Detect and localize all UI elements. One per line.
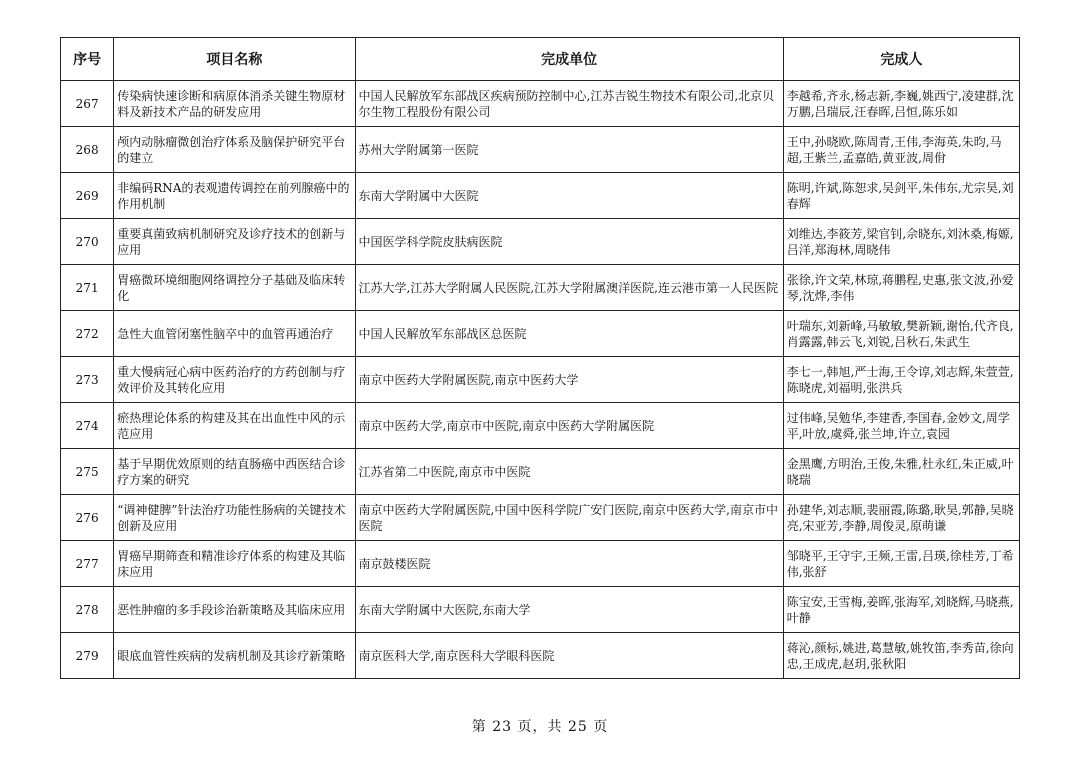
completing-people: 李七一,韩旭,严士海,王令谆,刘志辉,朱萱萱,陈晓虎,刘福明,张洪兵 [783, 357, 1019, 403]
row-number: 276 [61, 495, 114, 541]
header-completing-unit: 完成单位 [355, 38, 783, 81]
header-completing-people: 完成人 [783, 38, 1019, 81]
project-name: 重要真菌致病机制研究及诊疗技术的创新与应用 [114, 219, 355, 265]
row-number: 272 [61, 311, 114, 357]
completing-people: 王中,孙晓欧,陈周青,王伟,李海英,朱昀,马超,王紫兰,孟嘉皓,黄亚波,周佾 [783, 127, 1019, 173]
table-body [61, 81, 1020, 679]
table-row [61, 633, 1020, 679]
completing-unit: 东南大学附属中大医院,东南大学 [355, 587, 783, 633]
header-number: 序号 [61, 38, 114, 81]
row-number: 268 [61, 127, 114, 173]
row-number: 267 [61, 81, 114, 127]
completing-unit: 南京中医药大学附属医院,中国中医科学院广安门医院,南京中医药大学,南京市中医院 [355, 495, 783, 541]
completing-people: 陈明,许斌,陈恕求,吴剑平,朱伟东,尤宗昊,刘春辉 [783, 173, 1019, 219]
completing-people: 叶瑞东,刘新峰,马敏敏,樊新颖,谢怡,代齐良,肖露露,韩云飞,刘锐,吕秋石,朱武生 [783, 311, 1019, 357]
table-row [61, 265, 1020, 311]
table-row [61, 495, 1020, 541]
row-number: 273 [61, 357, 114, 403]
row-number: 274 [61, 403, 114, 449]
table-header-row [61, 38, 1020, 81]
row-number: 277 [61, 541, 114, 587]
project-name: 眼底血管性疾病的发病机制及其诊疗新策略 [114, 633, 355, 679]
row-number: 278 [61, 587, 114, 633]
table-row [61, 81, 1020, 127]
header-project-name: 项目名称 [114, 38, 355, 81]
completing-unit: 苏州大学附属第一医院 [355, 127, 783, 173]
project-name: 急性大血管闭塞性脑卒中的血管再通治疗 [114, 311, 355, 357]
row-number: 270 [61, 219, 114, 265]
completing-unit: 南京中医药大学,南京市中医院,南京中医药大学附属医院 [355, 403, 783, 449]
row-number: 279 [61, 633, 114, 679]
table-row [61, 173, 1020, 219]
completing-people: 张徐,许文荣,林琼,蒋鹏程,史惠,张文波,孙爱琴,沈烨,李伟 [783, 265, 1019, 311]
project-name: 胃癌微环境细胞网络调控分子基础及临床转化 [114, 265, 355, 311]
completing-people: 过伟峰,吴勉华,李建香,李国春,金妙文,周学平,叶放,虞舜,张兰坤,许立,袁园 [783, 403, 1019, 449]
project-name: 瘀热理论体系的构建及其在出血性中风的示范应用 [114, 403, 355, 449]
completing-unit: 江苏省第二中医院,南京市中医院 [355, 449, 783, 495]
row-number: 269 [61, 173, 114, 219]
completing-people: 孙建华,刘志顺,裴丽霞,陈璐,耿昊,郭静,吴晓亮,宋亚芳,李静,周俊灵,原萌谦 [783, 495, 1019, 541]
project-name: 基于早期优效原则的结直肠癌中西医结合诊疗方案的研究 [114, 449, 355, 495]
awards-table [60, 37, 1020, 679]
project-name: 恶性肿瘤的多手段诊治新策略及其临床应用 [114, 587, 355, 633]
completing-unit: 南京中医药大学附属医院,南京中医药大学 [355, 357, 783, 403]
completing-people: 刘维达,李筱芳,梁官钊,佘晓东,刘沐桑,梅嫄,吕洋,郑海林,周晓伟 [783, 219, 1019, 265]
project-name: 胃癌早期筛查和精准诊疗体系的构建及其临床应用 [114, 541, 355, 587]
table-row [61, 311, 1020, 357]
project-name: 重大慢病冠心病中医药治疗的方药创制与疗效评价及其转化应用 [114, 357, 355, 403]
completing-unit: 东南大学附属中大医院 [355, 173, 783, 219]
table-row [61, 403, 1020, 449]
completing-people: 陈宝安,王雪梅,姜晖,张海军,刘晓辉,马晓燕,叶静 [783, 587, 1019, 633]
project-name: 传染病快速诊断和病原体消杀关键生物原材料及新技术产品的研发应用 [114, 81, 355, 127]
table-row [61, 587, 1020, 633]
table-row [61, 357, 1020, 403]
row-number: 275 [61, 449, 114, 495]
completing-unit: 南京医科大学,南京医科大学眼科医院 [355, 633, 783, 679]
table-row [61, 449, 1020, 495]
completing-people: 邹晓平,王守宇,王频,王雷,吕瑛,徐桂芳,丁希伟,张舒 [783, 541, 1019, 587]
completing-unit: 南京鼓楼医院 [355, 541, 783, 587]
table-row [61, 127, 1020, 173]
project-name: 颅内动脉瘤微创治疗体系及脑保护研究平台的建立 [114, 127, 355, 173]
completing-unit: 中国人民解放军东部战区总医院 [355, 311, 783, 357]
project-name: 非编码RNA的表观遗传调控在前列腺癌中的作用机制 [114, 173, 355, 219]
row-number: 271 [61, 265, 114, 311]
completing-unit: 江苏大学,江苏大学附属人民医院,江苏大学附属澳洋医院,连云港市第一人民医院 [355, 265, 783, 311]
page-footer: 第 23 页，共 25 页 [471, 719, 609, 735]
completing-people: 李越希,齐永,杨志新,李巍,姚西宁,凌建群,沈万鹏,吕瑞辰,汪春晖,吕恒,陈乐如 [783, 81, 1019, 127]
completing-people: 蒋沁,颜标,姚进,葛慧敏,姚牧笛,李秀苗,徐向忠,王成虎,赵玥,张秋阳 [783, 633, 1019, 679]
project-name: “调神健脾”针法治疗功能性肠病的关键技术创新及应用 [114, 495, 355, 541]
table-row [61, 219, 1020, 265]
table-row [61, 541, 1020, 587]
completing-unit: 中国医学科学院皮肤病医院 [355, 219, 783, 265]
completing-people: 金黑鹰,方明治,王俊,朱雅,杜永红,朱正威,叶晓瑞 [783, 449, 1019, 495]
completing-unit: 中国人民解放军东部战区疾病预防控制中心,江苏吉锐生物技术有限公司,北京贝尔生物工程股份有限公司 [355, 81, 783, 127]
